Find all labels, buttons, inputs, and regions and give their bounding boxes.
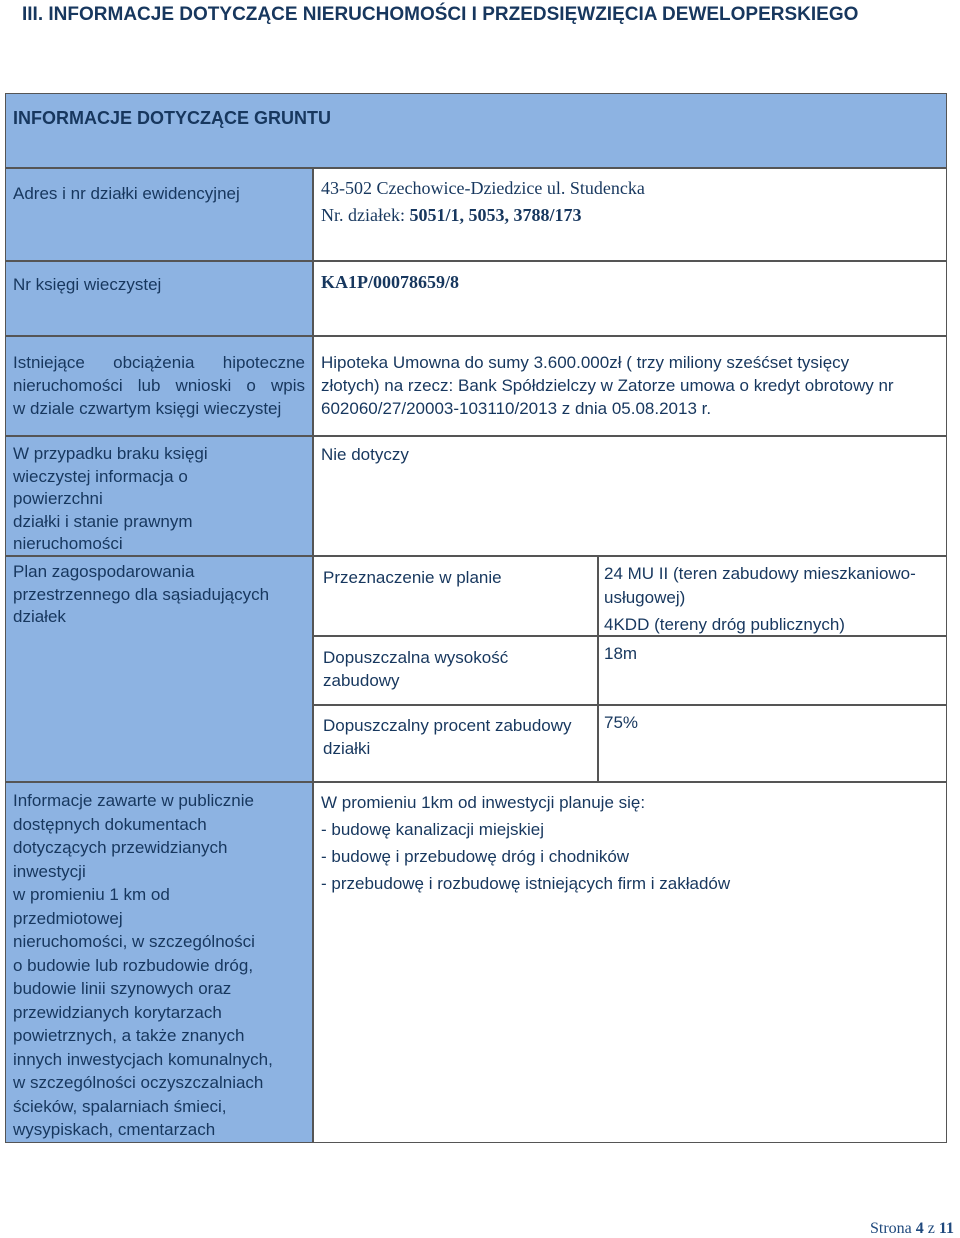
zoning-plan-label: Plan zagospodarowania przestrzennego dla sąsiadujących działek — [5, 556, 313, 782]
investments-value: W promieniu 1km od inwestycji planuje się: - budowę kanalizacji miejskiej - budowę i przebudowę dróg i chodników - przebudowę i rozbudowę istniejących firm i zakładów — [313, 782, 947, 1143]
mortgage-value: Hipoteka Umowna do sumy 3.600.000zł ( trzy miliony sześćset tysięcy złotych) na rzecz: Bank Spółdzielczy w Zatorze umowa o kredyt obrotowy nr 602060/27/20003-103110/2013 z dnia 05.08.2013 r. — [313, 336, 947, 436]
zoning-purpose-value: 24 MU II (teren zabudowy mieszkaniowo- usługowej) 4KDD (tereny dróg publicznych) — [598, 556, 947, 636]
zoning-percent-label: Dopuszczalny procent zabudowy działki — [313, 705, 598, 782]
zoning-height-label: Dopuszczalna wysokość zabudowy — [313, 636, 598, 705]
land-register-value: KA1P/00078659/8 — [313, 261, 947, 336]
address-street: 43-502 Czechowice-Dziedzice ul. Studencka — [321, 178, 645, 198]
address-label: Adres i nr działki ewidencyjnej — [5, 168, 313, 261]
no-register-label: W przypadku braku księgi wieczystej informacja o powierzchni działki i stanie prawnym nieruchomości — [5, 436, 313, 556]
address-plots: Nr. działek: 5051/1, 5053, 3788/173 — [321, 205, 582, 225]
zoning-purpose-label: Przeznaczenie w planie — [313, 556, 598, 636]
page-number: Strona 4 z 11 — [869, 1220, 954, 1237]
zoning-height-value: 18m — [598, 636, 947, 705]
investments-label: Informacje zawarte w publicznie dostępnych dokumentach dotyczących przewidzianych inwestycji w promieniu 1 km od przedmiotowej nieruchomości, w szczególności o budowie lub rozbudowie dróg, budowie linii szynowych oraz przewidzianych korytarzach powietrznych, a także znanych innych inwestycjach komunalnych, w szczególności oczyszczalniach ścieków, spalarniach śmieci, wysypiskach, cmentarzach — [5, 782, 313, 1143]
page-title: III. INFORMACJE DOTYCZĄCE NIERUCHOMOŚCI I PRZEDSIĘWZIĘCIA DEWELOPERSKIEGO — [22, 4, 859, 25]
mortgage-label: Istniejące obciążenia hipoteczne nieruchomości lub wnioski o wpis w dziale czwartym księgi wieczystej — [5, 336, 313, 436]
land-info-table — [5, 93, 947, 1143]
land-register-label: Nr księgi wieczystej — [5, 261, 313, 336]
table-header: INFORMACJE DOTYCZĄCE GRUNTU — [5, 93, 947, 168]
address-value — [313, 168, 947, 261]
no-register-value: Nie dotyczy — [313, 436, 947, 556]
zoning-percent-value: 75% — [598, 705, 947, 782]
